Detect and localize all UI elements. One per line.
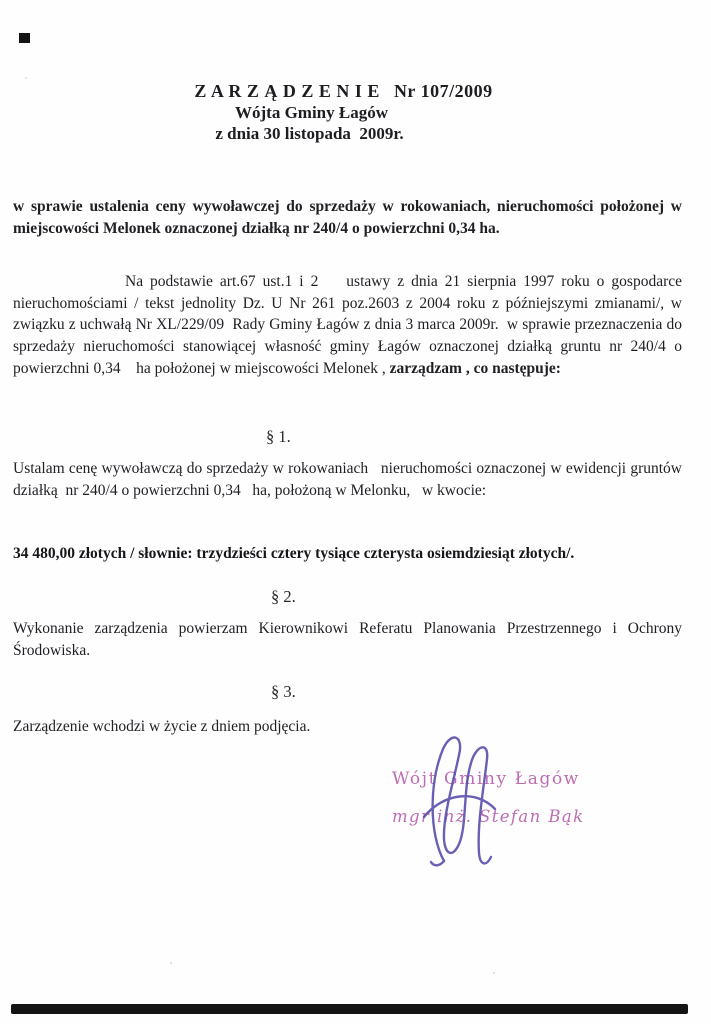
section-2-paragraph: Wykonanie zarządzenia powierzam Kierownikowi Referatu Planowania Przestrzennego i Ochrony Środowiska. [13,620,686,659]
preamble-paragraph [13,271,686,380]
scan-speck [170,962,172,964]
section-1-mark: § 1. [266,427,291,446]
title-word: Z A R Z Ą D Z E N I E [194,81,380,101]
stamp-official-title: Wójt Gminy Łagów [392,769,580,789]
stamp-signatory-name: mgr inż. Stefan Bąk [392,807,585,826]
title-line-2: Wójta Gminy Łagów [235,103,388,122]
preamble-text: Na podstawie art.67 ust.1 i 2 ustawy z dnia 21 sierpnia 1997 roku o gospodarce nieruchomościami / tekst jednolity Dz. U Nr 261 poz.2603 z 2004 roku z późniejszymi zmianami/, w związku z uchwałą Nr XL/229/09 Rady Gminy Łagów z dnia 3 marca 2009r. w sprawie przeznaczenia do sprzedaży nieruchomości stanowiącej własność gminy Łagów oznaczonej działką gruntu nr 240/4 o powierzchni 0,34 ha położonej w miejscowości Melonek , [13,273,686,377]
scan-artifact-bottom-bar [11,1004,688,1014]
title-line-3: z dnia 30 listopada 2009r. [215,124,404,143]
scan-artifact-top-left [19,33,30,43]
handwritten-signature [398,731,520,869]
scan-speck [493,972,495,974]
scan-speck [25,77,27,79]
amount-line: 34 480,00 złotych / słownie: trzydzieści cztery tysiące czterysta osiemdziesiąt złotych/. [13,545,575,562]
subject-paragraph: w sprawie ustalenia ceny wywoławczej do sprzedaży w rokowaniach, nieruchomości położonej w miejscowości Melonek oznaczonej działką nr 240/4 o powierzchni 0,34 ha. [13,198,686,237]
title-number: Nr 107/2009 [393,81,493,101]
section-1-paragraph: Ustalam cenę wywoławczą do sprzedaży w rokowaniach nieruchomości oznaczonej w ewidencji gruntów działką nr 240/4 o powierzchni 0,34 ha, położoną w Melonku, w kwocie: [13,460,686,499]
section-3-paragraph: Zarządzenie wchodzi w życie z dniem podjęcia. [13,718,311,735]
preamble-bold-clause: zarządzam , co następuje: [389,359,561,377]
title-line-1 [0,81,699,102]
section-2-mark: § 2. [271,587,296,606]
section-3-mark: § 3. [271,682,296,701]
